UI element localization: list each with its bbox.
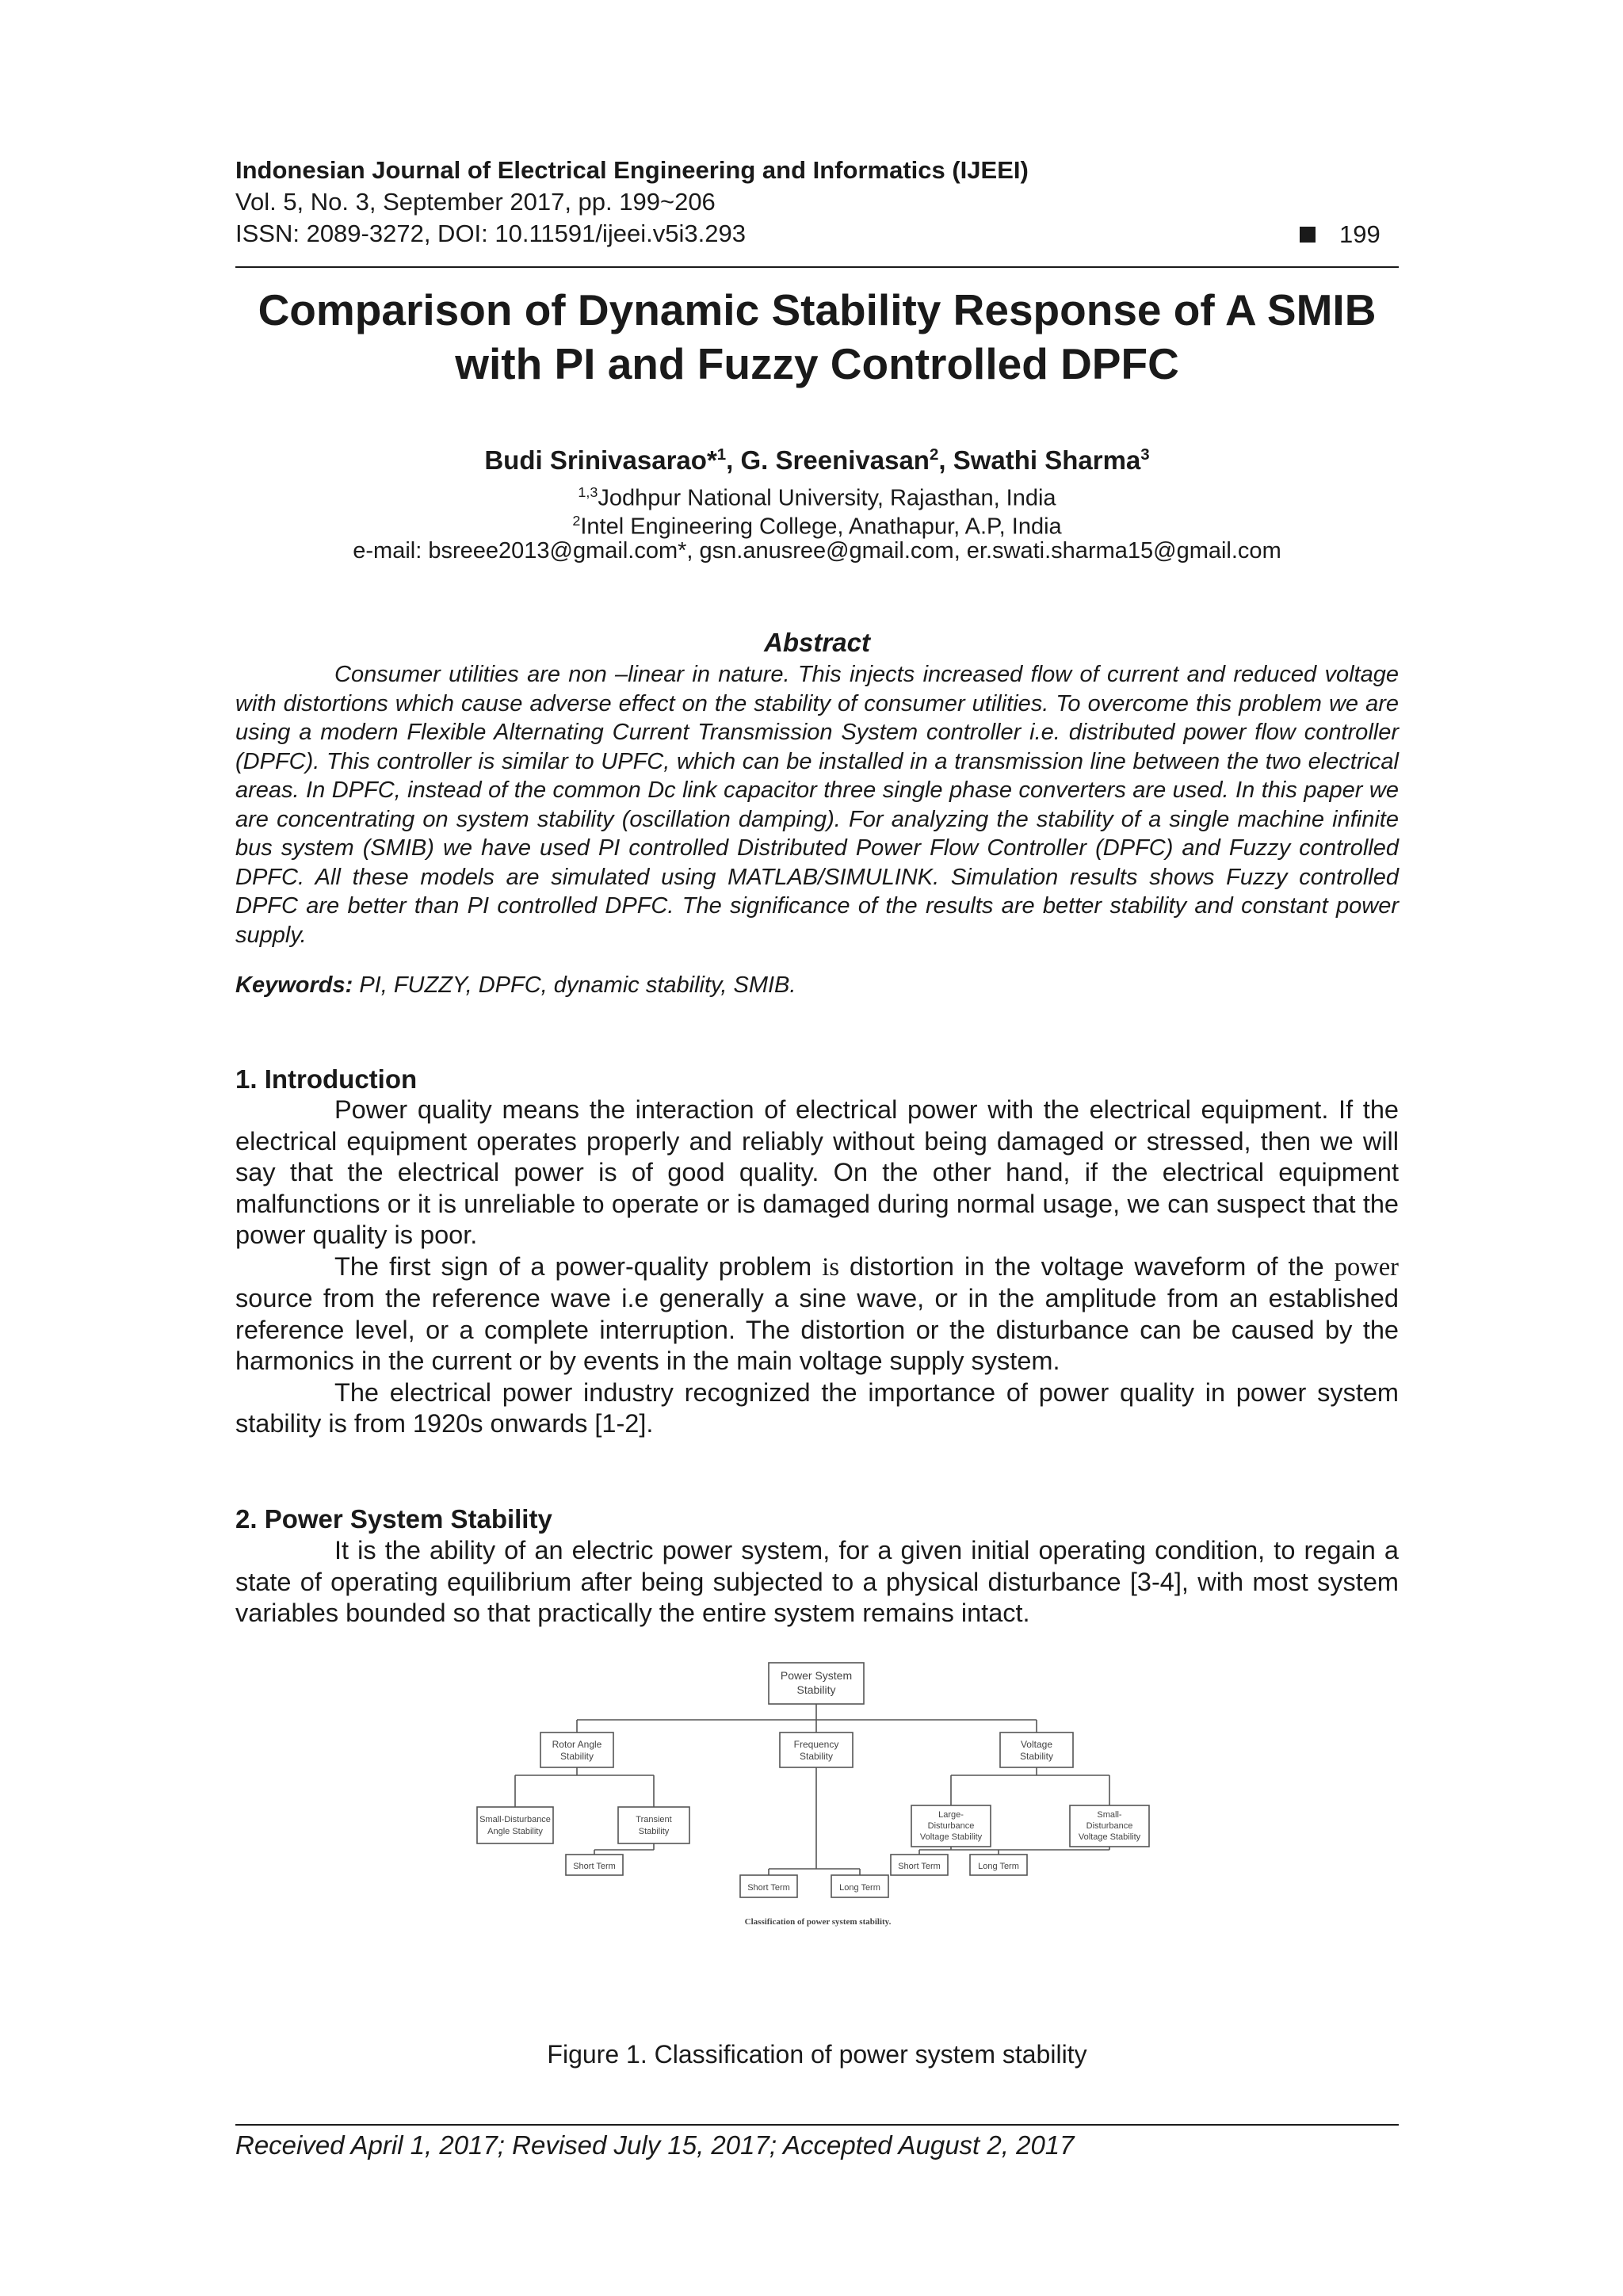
box-short-term-angle <box>566 1855 623 1875</box>
figure-caption: Figure 1. Classification of power system stability <box>547 2040 1087 2069</box>
box-rotor-line-1: Rotor Angle <box>552 1739 602 1750</box>
section-1-paragraph-3: The electrical power industry recognized the importance of power quality in power system stability is from 1920s onwards [1-2]. <box>235 1377 1399 1438</box>
abstract-text: Consumer utilities are non –linear in nature. This injects increased flow of current and reduced voltage with distortions which cause adverse effect on the stability of consumer utilities. To overcome this problem we are using a modern Flexible Alternating Current Transmission System controller i.e. distributed power flow controller (DPFC). This controller is similar to UPFC, which can be installed in a transmission line between the two electrical areas. In DPFC, instead of the common Dc link capacitor three single phase converters are used. In this paper we are concentrating on system stability (oscillation damping). For analyzing the stability of a single machine infinite bus system (SMIB) we have used PI controlled Distributed Power Flow Controller (DPFC) and Fuzzy controlled DPFC. All these models are simulated using MATLAB/SIMULINK. Simulation results shows Fuzzy controlled DPFC are better than PI controlled DPFC. The significance of the results are better stability and constant power supply. <box>235 662 1399 948</box>
box-frequency-line-1: Frequency <box>793 1739 839 1750</box>
keywords-label: Keywords: <box>235 972 353 998</box>
box-small-disturbance-voltage-stability <box>1070 1805 1149 1847</box>
section-2-paragraph-1: It is the ability of an electric power system, for a given initial operating condition, to regain a state of operating equilibrium after being subjected to a physical disturbance [3-4], with most system variables bounded so that practically the entire system remains intact. <box>235 1536 1399 1627</box>
box-voltage-line-1: Voltage <box>1020 1739 1053 1750</box>
box-short-term-frequency <box>740 1875 797 1897</box>
box-small-angle-line-2: Angle Stability <box>487 1827 543 1836</box>
journal-issn: ISSN: 2089-3272, DOI: 10.11591/ijeei.v5i3.293 <box>235 220 746 247</box>
section-1-paragraph-2 <box>235 1251 1399 1377</box>
box-small-angle-line-1: Small-Disturbance <box>479 1815 551 1824</box>
box-short-term-voltage-label: Short Term <box>898 1862 941 1871</box>
keywords <box>235 972 796 999</box>
box-long-term-frequency <box>831 1875 888 1897</box>
box-small-disturbance-angle-stability <box>477 1807 553 1843</box>
abstract-heading: Abstract <box>764 628 870 657</box>
square-bullet-icon <box>1300 227 1316 243</box>
box-long-term-voltage-label: Long Term <box>978 1862 1019 1871</box>
author-emails: e-mail: bsreee2013@gmail.com*, gsn.anusree@gmail.com, er.swati.sharma15@gmail.com <box>353 538 1281 563</box>
box-large-voltage-line-3: Voltage Stability <box>919 1832 983 1842</box>
box-small-voltage-line-2: Disturbance <box>1086 1821 1133 1831</box>
box-short-term-voltage <box>891 1855 948 1875</box>
section-1-paragraph-2-power: power <box>1334 1252 1399 1282</box>
box-large-voltage-line-1: Large- <box>938 1810 964 1820</box>
section-1-paragraph-2-a: The first sign of a power-quality problem <box>334 1251 823 1281</box>
box-rotor-line-2: Stability <box>559 1751 594 1762</box>
author-2: , G. Sreenivasan <box>726 445 930 475</box>
box-short-term-frequency-label: Short Term <box>747 1883 790 1893</box>
diagram-connectors <box>515 1704 1109 1875</box>
author-1-sup: 1 <box>716 445 727 464</box>
box-frequency-line-2: Stability <box>799 1751 834 1762</box>
page-number: 199 <box>1339 220 1381 248</box>
author-3-sup: 3 <box>1140 445 1150 464</box>
section-1-heading: 1. Introduction <box>235 1064 418 1094</box>
box-large-disturbance-voltage-stability <box>911 1805 991 1847</box>
paper-title-line-1: Comparison of Dynamic Stability Response of A SMIB <box>258 285 1377 334</box>
box-frequency-stability <box>780 1733 853 1767</box>
box-voltage-line-2: Stability <box>1019 1751 1054 1762</box>
box-short-term-angle-label: Short Term <box>573 1862 616 1871</box>
section-1-paragraph-2-c: source from the reference wave i.e generally a sine wave, or in the amplitude from an established reference level, or a complete interruption. The distortion or the disturbance can be caused by the harmonics in the current or by events in the main voltage supply system. <box>235 1284 1399 1375</box>
journal-volume: Vol. 5, No. 3, September 2017, pp. 199~206 <box>235 188 716 216</box>
box-root-line-1: Power System <box>780 1669 853 1682</box>
figure-inner-caption: Classification of power system stability. <box>744 1917 892 1927</box>
box-transient-stability <box>618 1807 689 1843</box>
box-root-line-2: Stability <box>796 1683 836 1696</box>
stability-classification-diagram <box>475 1656 1157 2005</box>
author-2-sup: 2 <box>929 445 939 464</box>
section-1-paragraph-2-b: distortion in the voltage waveform of the <box>838 1251 1335 1281</box>
box-transient-line-1: Transient <box>636 1815 672 1824</box>
box-power-system-stability <box>769 1663 864 1704</box>
paper-title <box>158 283 1476 391</box>
affiliation-1-sup: 1,3 <box>578 484 598 500</box>
box-transient-line-2: Stability <box>638 1827 670 1836</box>
header-rule <box>235 266 1399 268</box>
author-1: Budi Srinivasarao* <box>484 445 717 475</box>
box-large-voltage-line-2: Disturbance <box>927 1821 975 1831</box>
box-long-term-voltage <box>970 1855 1027 1875</box>
affiliation-2-sup: 2 <box>572 513 581 529</box>
author-3: , Swathi Sharma <box>938 445 1141 475</box>
paper-title-line-2: with PI and Fuzzy Controlled DPFC <box>455 339 1179 388</box>
box-small-voltage-line-3: Voltage Stability <box>1078 1832 1141 1842</box>
section-1-paragraph-2-is: is <box>822 1252 839 1282</box>
box-rotor-angle-stability <box>540 1733 613 1767</box>
section-2-heading: 2. Power System Stability <box>235 1504 552 1534</box>
affiliation-2-text: Intel Engineering College, Anathapur, A.P, India <box>580 514 1062 540</box>
author-list <box>158 445 1476 476</box>
section-1-paragraph-1: Power quality means the interaction of electrical power with the electrical equipment. If the electrical equipment operates properly and reliably without being damaged or stressed, then we will say that the electrical power is of good quality. On the other hand, if the electrical equipment malfunctions or it is unreliable to operate or is damaged during normal usage, we can suspect that the power quality is poor. <box>235 1095 1399 1249</box>
received-dates: Received April 1, 2017; Revised July 15, 2017; Accepted August 2, 2017 <box>235 2130 1075 2160</box>
keywords-text: PI, FUZZY, DPFC, dynamic stability, SMIB. <box>353 972 796 998</box>
journal-name: Indonesian Journal of Electrical Engineering and Informatics (IJEEI) <box>235 156 1029 184</box>
section-1-body <box>235 1095 1399 1440</box>
page-number-block <box>1300 220 1381 249</box>
footer-rule <box>235 2124 1399 2126</box>
affiliation-1-text: Jodhpur National University, Rajasthan, India <box>598 485 1056 511</box>
box-long-term-frequency-label: Long Term <box>839 1883 880 1893</box>
box-small-voltage-line-1: Small- <box>1097 1810 1122 1820</box>
box-voltage-stability <box>1000 1733 1073 1767</box>
